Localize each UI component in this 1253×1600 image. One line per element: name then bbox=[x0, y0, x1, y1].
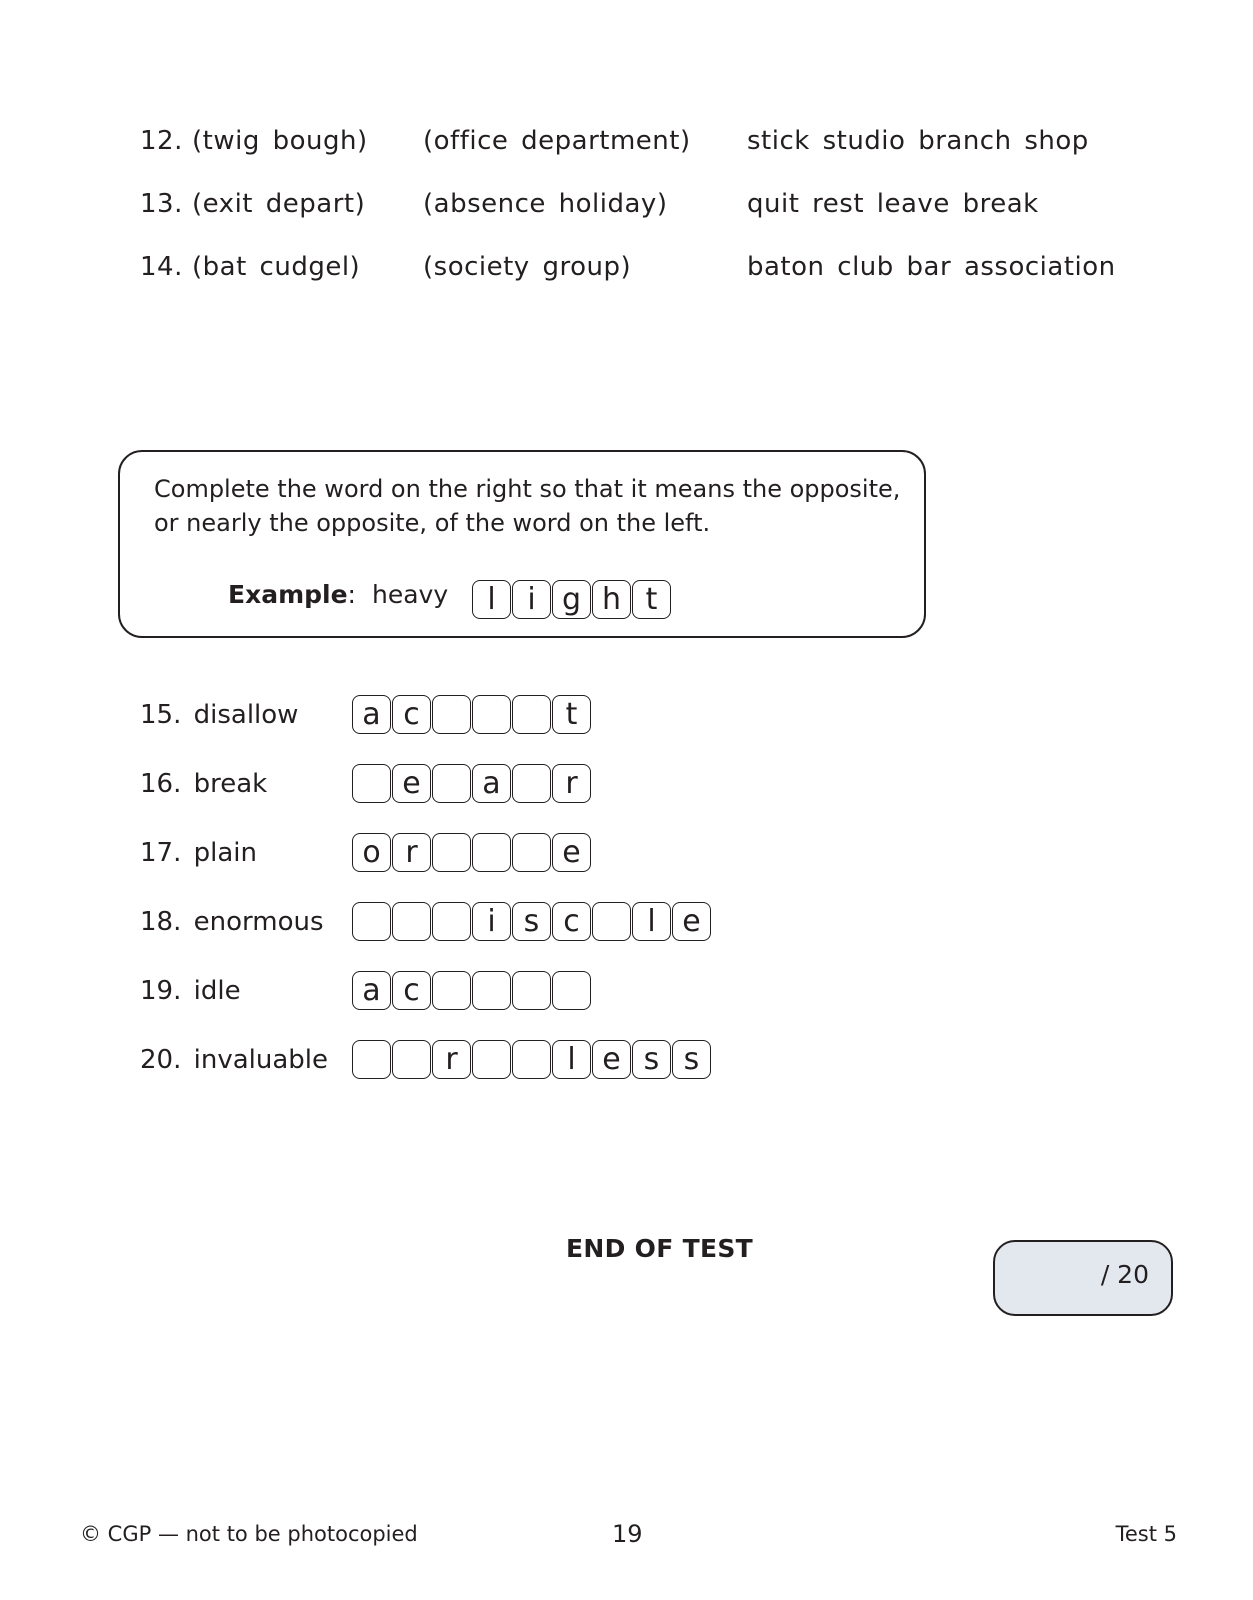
letter-input-box[interactable] bbox=[432, 902, 471, 941]
letter-box: c bbox=[392, 971, 431, 1010]
letter-input-box[interactable] bbox=[512, 695, 551, 734]
question-label bbox=[140, 832, 257, 874]
letter-box: e bbox=[592, 1040, 631, 1079]
word-group-2: (office department) bbox=[423, 126, 691, 156]
letter-input-box[interactable] bbox=[512, 764, 551, 803]
letter-input-box[interactable] bbox=[432, 971, 471, 1010]
question-label bbox=[140, 1039, 328, 1081]
question-label bbox=[140, 694, 298, 736]
letter-box: l bbox=[552, 1040, 591, 1079]
letter-box: s bbox=[632, 1040, 671, 1079]
test-label: Test 5 bbox=[1115, 1522, 1177, 1546]
score-total: / 20 bbox=[1100, 1260, 1149, 1289]
end-of-test-heading: END OF TEST bbox=[566, 1234, 753, 1263]
word-group-1: (bat cudgel) bbox=[192, 252, 361, 282]
word-group-1: (exit depart) bbox=[192, 189, 366, 219]
answer-letter-boxes bbox=[352, 1040, 711, 1079]
letter-input-box[interactable] bbox=[592, 902, 631, 941]
answer-options: quit rest leave break bbox=[747, 189, 1039, 219]
letter-input-box[interactable] bbox=[472, 695, 511, 734]
letter-box: a bbox=[352, 695, 391, 734]
question-number: 20. bbox=[140, 1045, 182, 1075]
letter-input-box[interactable] bbox=[432, 833, 471, 872]
letter-box: o bbox=[352, 833, 391, 872]
example-letter-boxes bbox=[472, 580, 671, 619]
letter-box: h bbox=[592, 580, 631, 619]
page-number: 19 bbox=[612, 1520, 643, 1548]
question-label bbox=[140, 763, 267, 805]
question-number: 12. bbox=[140, 126, 183, 156]
letter-box: c bbox=[392, 695, 431, 734]
question-number: 14. bbox=[140, 252, 183, 282]
letter-box: l bbox=[632, 902, 671, 941]
answer-letter-boxes bbox=[352, 833, 591, 872]
letter-input-box[interactable] bbox=[552, 971, 591, 1010]
answer-letter-boxes bbox=[352, 902, 711, 941]
question-number: 15. bbox=[140, 700, 182, 730]
letter-input-box[interactable] bbox=[392, 1040, 431, 1079]
letter-box: a bbox=[352, 971, 391, 1010]
question-word: plain bbox=[193, 838, 257, 868]
answer-options: stick studio branch shop bbox=[747, 126, 1089, 156]
letter-box: i bbox=[472, 902, 511, 941]
letter-input-box[interactable] bbox=[472, 971, 511, 1010]
letter-box: r bbox=[392, 833, 431, 872]
letter-box: s bbox=[512, 902, 551, 941]
letter-box: e bbox=[672, 902, 711, 941]
question-word: break bbox=[193, 769, 268, 799]
letter-box: i bbox=[512, 580, 551, 619]
question-word: idle bbox=[193, 976, 241, 1006]
question-word: enormous bbox=[193, 907, 324, 937]
letter-input-box[interactable] bbox=[432, 764, 471, 803]
example-colon: : bbox=[347, 580, 356, 609]
question-number: 13. bbox=[140, 189, 183, 219]
letter-input-box[interactable] bbox=[472, 1040, 511, 1079]
word-group-2: (society group) bbox=[423, 252, 632, 282]
letter-input-box[interactable] bbox=[512, 833, 551, 872]
question-word: invaluable bbox=[193, 1045, 329, 1075]
copyright-notice: © CGP — not to be photocopied bbox=[80, 1522, 418, 1546]
answer-letter-boxes bbox=[352, 971, 591, 1010]
letter-box: c bbox=[552, 902, 591, 941]
example-word: heavy bbox=[372, 580, 449, 609]
question-word: disallow bbox=[193, 700, 299, 730]
answer-letter-boxes bbox=[352, 764, 591, 803]
letter-input-box[interactable] bbox=[512, 1040, 551, 1079]
example-label bbox=[228, 580, 356, 609]
instruction-line-2: or nearly the opposite, of the word on the left. bbox=[154, 509, 711, 537]
instruction-box bbox=[118, 450, 926, 638]
question-number: 16. bbox=[140, 769, 182, 799]
answer-options: baton club bar association bbox=[747, 252, 1116, 282]
instruction-text bbox=[154, 472, 914, 540]
letter-box: e bbox=[552, 833, 591, 872]
answer-letter-boxes bbox=[352, 695, 591, 734]
letter-input-box[interactable] bbox=[352, 764, 391, 803]
letter-box: s bbox=[672, 1040, 711, 1079]
word-group-2: (absence holiday) bbox=[423, 189, 668, 219]
letter-box: r bbox=[432, 1040, 471, 1079]
letter-input-box[interactable] bbox=[512, 971, 551, 1010]
word-group-1: (twig bough) bbox=[192, 126, 368, 156]
instruction-line-1: Complete the word on the right so that it means the opposite, bbox=[154, 475, 901, 503]
letter-input-box[interactable] bbox=[472, 833, 511, 872]
letter-input-box[interactable] bbox=[352, 1040, 391, 1079]
example-label-text: Example bbox=[228, 580, 348, 609]
question-number: 17. bbox=[140, 838, 182, 868]
letter-input-box[interactable] bbox=[352, 902, 391, 941]
question-label bbox=[140, 901, 324, 943]
letter-box: t bbox=[632, 580, 671, 619]
question-number: 19. bbox=[140, 976, 182, 1006]
question-number: 18. bbox=[140, 907, 182, 937]
letter-box: l bbox=[472, 580, 511, 619]
letter-box: a bbox=[472, 764, 511, 803]
score-box bbox=[993, 1240, 1173, 1316]
letter-box: r bbox=[552, 764, 591, 803]
letter-input-box[interactable] bbox=[432, 695, 471, 734]
letter-box: t bbox=[552, 695, 591, 734]
question-label bbox=[140, 970, 241, 1012]
letter-box: e bbox=[392, 764, 431, 803]
letter-input-box[interactable] bbox=[392, 902, 431, 941]
letter-box: g bbox=[552, 580, 591, 619]
